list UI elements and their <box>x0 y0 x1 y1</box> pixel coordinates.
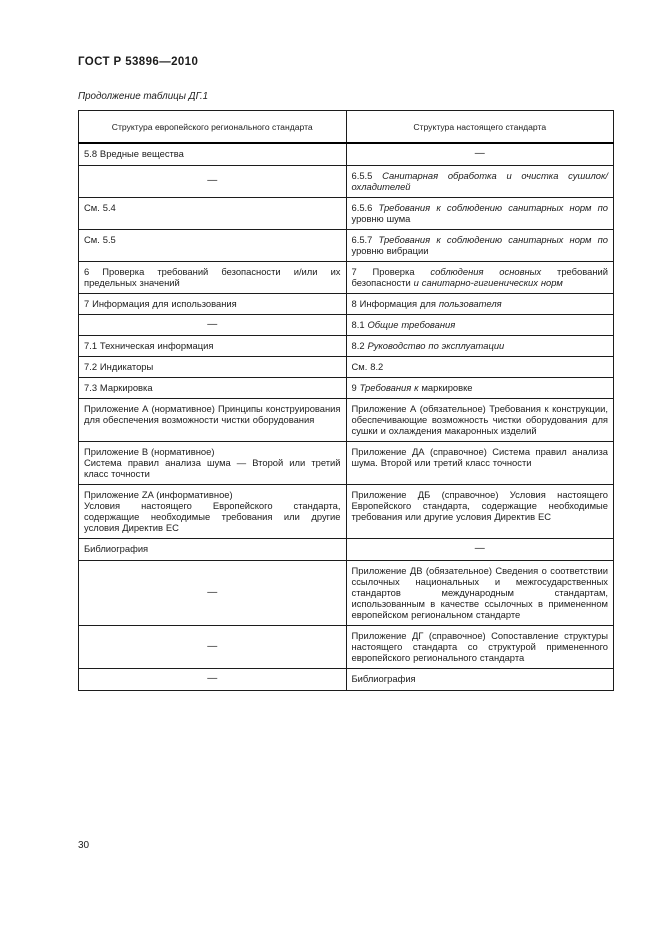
cell-text-segment: См. 8.2 <box>351 361 384 373</box>
table-cell-right <box>346 165 614 197</box>
table-cell-right <box>346 197 614 229</box>
cell-text-segment: Приложение ДБ (справочное) Условия настоящего Европейского стандарта, содержащие необходимые требования или другие условия Директив ЕС <box>351 489 608 523</box>
cell-text-segment: 7.2 Индикаторы <box>84 361 154 373</box>
table-cell-left <box>79 378 347 399</box>
cell-text-segment: Требования к соблюдению санитарных норм по <box>378 201 608 213</box>
cell-text-segment: 8 Информация для <box>351 297 439 309</box>
cell-text-segment: Приложение ДГ (справочное) Сопоставление структуры настоящего стандарта со структурой примененного европейского регионального стандарта <box>351 630 608 664</box>
cell-text-segment: См. 5.5 <box>84 233 116 245</box>
cell-text-segment: 6.5.7 <box>351 233 379 245</box>
table-cell-left <box>79 197 347 229</box>
cell-text-segment: пользователя <box>438 297 502 309</box>
table-row <box>79 336 614 357</box>
table-cell-left <box>79 399 347 442</box>
table-cell-left: — <box>79 669 347 691</box>
table-cell-right: — <box>346 539 614 561</box>
cell-text-segment: Требования к <box>359 382 419 394</box>
cell-text-segment: 6.5.5 <box>351 169 383 181</box>
cell-text-segment: 6.5.6 <box>351 201 379 213</box>
table-row <box>79 229 614 261</box>
cell-text-segment: 7.1 Техническая информация <box>84 340 214 352</box>
table-row <box>79 357 614 378</box>
table-cell-left <box>79 442 347 485</box>
table-row <box>79 561 614 626</box>
cell-text-segment: Требования к соблюдению санитарных норм по <box>378 233 608 245</box>
table-cell-left <box>79 357 347 378</box>
table-row <box>79 442 614 485</box>
table-header <box>79 111 614 144</box>
cell-text-segment: и санитарно-гигиенических норм <box>413 276 563 288</box>
table-cell-right <box>346 485 614 539</box>
cell-text-segment: Условия настоящего Европейского стандарта, содержащие необходимые требования или другие условия Директив ЕС <box>84 500 341 534</box>
cell-text-segment: соблюдения основных <box>430 265 542 277</box>
table-header-row <box>79 111 614 144</box>
cell-text-segment: 9 <box>351 382 360 394</box>
table-cell-right <box>346 378 614 399</box>
table-cell-left: — <box>79 314 347 336</box>
table-cell-right: — <box>346 143 614 165</box>
table-cell-left <box>79 539 347 561</box>
cell-text-segment: Общие требования <box>367 318 456 330</box>
cell-text-segment: Приложение А (нормативное) Принципы конструирования для обеспечения возможности чистки оборудования <box>84 403 341 426</box>
table-cell-left <box>79 336 347 357</box>
cell-text-segment: См. 5.4 <box>84 201 116 213</box>
cell-text-segment: Библиография <box>84 543 149 555</box>
cell-text-segment: Приложение В (нормативное) <box>84 446 215 458</box>
table-cell-right <box>346 261 614 293</box>
table-row <box>79 669 614 691</box>
cell-text-segment: Приложение ZA (информативное) <box>84 489 233 501</box>
cell-text-segment: Приложение А (обязательное) Требования к конструкции, обеспечивающие возможность чистки оборудования для сушки и охлаждения макаронных изделий <box>351 403 608 437</box>
table-cell-right <box>346 561 614 626</box>
table-row <box>79 378 614 399</box>
table-cell-left <box>79 229 347 261</box>
table-cell-right <box>346 293 614 314</box>
table-cell-left <box>79 485 347 539</box>
cell-text-segment: 8.1 <box>351 318 368 330</box>
cell-text-segment: Библиография <box>351 673 416 685</box>
table-cell-right <box>346 336 614 357</box>
table-row <box>79 314 614 336</box>
column-header-current-standard: Структура настоящего стандарта <box>346 111 614 144</box>
cell-text-segment: маркировке <box>418 382 473 394</box>
cell-text-segment: 7.3 Маркировка <box>84 382 153 394</box>
comparison-table <box>78 110 614 691</box>
table-row <box>79 485 614 539</box>
table-cell-right <box>346 399 614 442</box>
cell-text-segment: 7 Информация для использования <box>84 297 237 309</box>
cell-text-segment: Руководство по эксплуатации <box>367 340 505 352</box>
table-cell-right <box>346 626 614 669</box>
column-header-european-standard: Структура европейского регионального стандарта <box>79 111 347 144</box>
table-cell-left <box>79 293 347 314</box>
cell-text-segment: Система правил анализа шума — Второй или третий класс точности <box>84 457 341 480</box>
table-cell-right <box>346 314 614 336</box>
table-row <box>79 261 614 293</box>
table-cell-left: — <box>79 165 347 197</box>
table-row <box>79 197 614 229</box>
cell-text-segment: 6 Проверка требований безопасности и/или их предельных значений <box>84 265 341 288</box>
cell-text-segment: уровню вибрации <box>351 244 429 256</box>
table-row <box>79 626 614 669</box>
table-body <box>79 143 614 690</box>
table-cell-right <box>346 229 614 261</box>
table-cell-right <box>346 357 614 378</box>
table-cell-left <box>79 261 347 293</box>
table-caption: Продолжение таблицы ДГ.1 <box>78 91 209 102</box>
cell-text-segment: требований безопасности <box>351 265 608 288</box>
page-number: 30 <box>78 840 90 851</box>
cell-text-segment: Приложение ДА (справочное) Система правил анализа шума. Второй или третий класс точности <box>351 446 608 469</box>
table-row <box>79 539 614 561</box>
table-row <box>79 165 614 197</box>
table-cell-right <box>346 442 614 485</box>
table-row <box>79 143 614 165</box>
table-row <box>79 293 614 314</box>
table-cell-left: — <box>79 626 347 669</box>
table-cell-left: — <box>79 561 347 626</box>
cell-text-segment: Санитарная обработка и очистка сушилок/охладителей <box>351 169 608 192</box>
table-cell-left <box>79 143 347 165</box>
table-cell-right <box>346 669 614 691</box>
document-title: ГОСТ Р 53896—2010 <box>78 56 199 68</box>
cell-text-segment: Приложение ДВ (обязательное) Сведения о соответствии ссылочных национальных и межгосударственных стандартов международным стандартам, использованным в качестве ссылочных в примененном европейском региональном стандарте <box>351 565 608 621</box>
cell-text-segment: 5.8 Вредные вещества <box>84 148 184 159</box>
cell-text-segment: 7 Проверка <box>351 265 431 277</box>
cell-text-segment: уровню шума <box>351 212 411 224</box>
table-row <box>79 399 614 442</box>
cell-text-segment: 8.2 <box>351 340 368 352</box>
